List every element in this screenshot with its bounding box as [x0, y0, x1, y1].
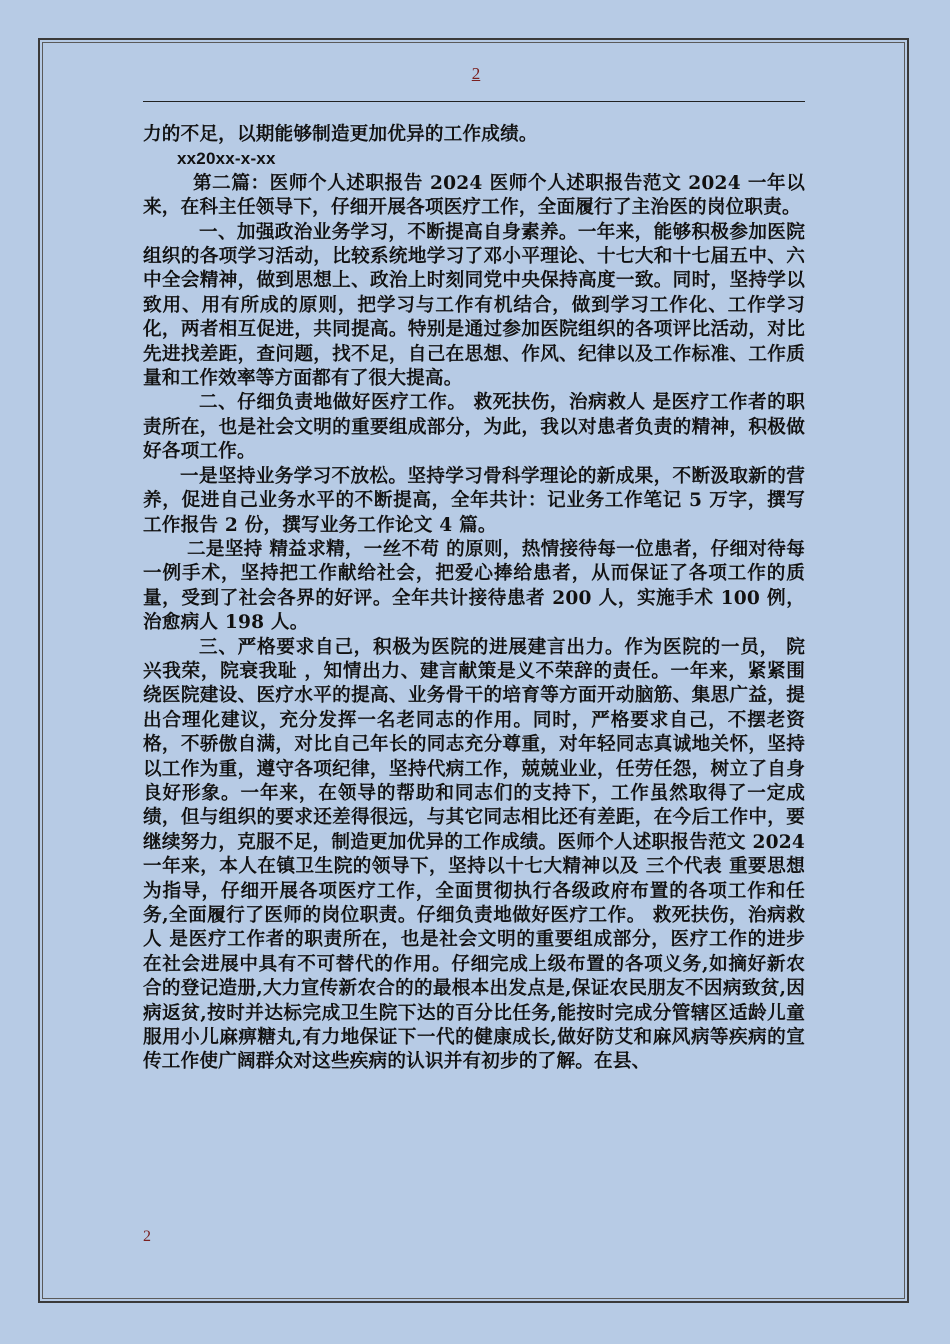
- body-paragraph: 一、加强政治业务学习，不断提高自身素养。一年来，能够积极参加医院组织的各项学习活动，比较系统地学习了邓小平理论、十七大和十七届五中、六中全会精神，做到思想上、政治上时刻同党中央保持高度一致。同时，坚持学以致用、用有所成的原则，把学习与工作有机结合，做到学习工作化、工作学习化，两者相互促进，共同提高。特别是通过参加医院组织的各项评比活动，对比先进找差距，查问题，找不足，自己在思想、作风、纪律以及工作标准、工作质量和工作效率等方面都有了很大提高。: [143, 221, 805, 390]
- report-date: xx20xx-x-xx: [177, 149, 276, 169]
- section-title-paragraph: 第二篇：医师个人述职报告 2024 医师个人述职报告范文 2024 一年以来，在科主任领导下，仔细开展各项医疗工作，全面履行了主治医的岗位职责。: [143, 172, 805, 219]
- footer-page-number: 2: [143, 1228, 151, 1245]
- body-paragraph: 力的不足，以期能够制造更加优异的工作成绩。: [143, 124, 538, 145]
- body-paragraph: 三、严格要求自己，积极为医院的进展建言出力。作为医院的一员， 院兴我荣，院衰我耻 ，知情出力、建言献策是义不荣辞的责任。一年来，紧紧围绕医院建设、医疗水平的提高、业务骨干的培育等方面开动脑筋、集思广益，提出合理化建议，充分发挥一名老同志的作用。同时，严格要求自己，不摆老资格，不骄傲自满，对比自己年长的同志充分尊重，对年轻同志真诚地关怀，坚持以工作为重，遵守各项纪律，坚持代病工作，兢兢业业，任劳任怨，树立了自身良好形象。一年来，在领导的帮助和同志们的支持下，工作虽然取得了一定成绩，但与组织的要求还差得很远，与其它同志相比还有差距，在今后工作中，要继续努力，克服不足，制造更加优异的工作成绩。医师个人述职报告范文 2024 一年来，本人在镇卫生院的领导下，坚持以十七大精神以及 三个代表 重要思想为指导，仔细开展各项医疗工作，全面贯彻执行各级政府布置的各项工作和任务,全面履行了医师的岗位职责。仔细负责地做好医疗工作。 救死扶伤，治病救人 是医疗工作者的职责所在，也是社会文明的重要组成部分，医疗工作的进步在社会进展中具有不可替代的作用。仔细完成上级布置的各项义务,如摘好新农合的登记造册,大力宣传新农合的的最根本出发点是,保证农民朋友不因病致贫,因病返贫,按时并达标完成卫生院下达的百分比任务,能按时完成分管辖区适龄儿童服用小儿麻痹糖丸,有力地保证下一代的健康成长,做好防艾和麻风病等疾病的宣传工作使广阔群众对这些疾病的认识并有初步的了解。在县、: [143, 636, 805, 1073]
- body-paragraph: 二是坚持 精益求精，一丝不苟 的原则，热情接待每一位患者，仔细对待每一例手术，坚持把工作献给社会，把爱心捧给患者，从而保证了各项工作的质量，受到了社会各界的好评。全年共计接待患者 200 人，实施手术 100 例，治愈病人 198 人。: [143, 538, 805, 634]
- body-paragraph: 二、仔细负责地做好医疗工作。 救死扶伤，治病救人 是医疗工作者的职责所在，也是社会文明的重要组成部分，为此，我以对患者负责的精神，积极做好各项工作。: [143, 392, 805, 463]
- body-paragraph: 一是坚持业务学习不放松。坚持学习骨科学理论的新成果，不断汲取新的营养，促进自己业务水平的不断提高，全年共计：记业务工作笔记 5 万字，撰写工作报告 2 份，撰写业务工作论文 4 篇。: [143, 465, 805, 536]
- header-page-number: 2: [471, 64, 481, 83]
- header-divider: [143, 101, 805, 102]
- document-body: [143, 123, 805, 1075]
